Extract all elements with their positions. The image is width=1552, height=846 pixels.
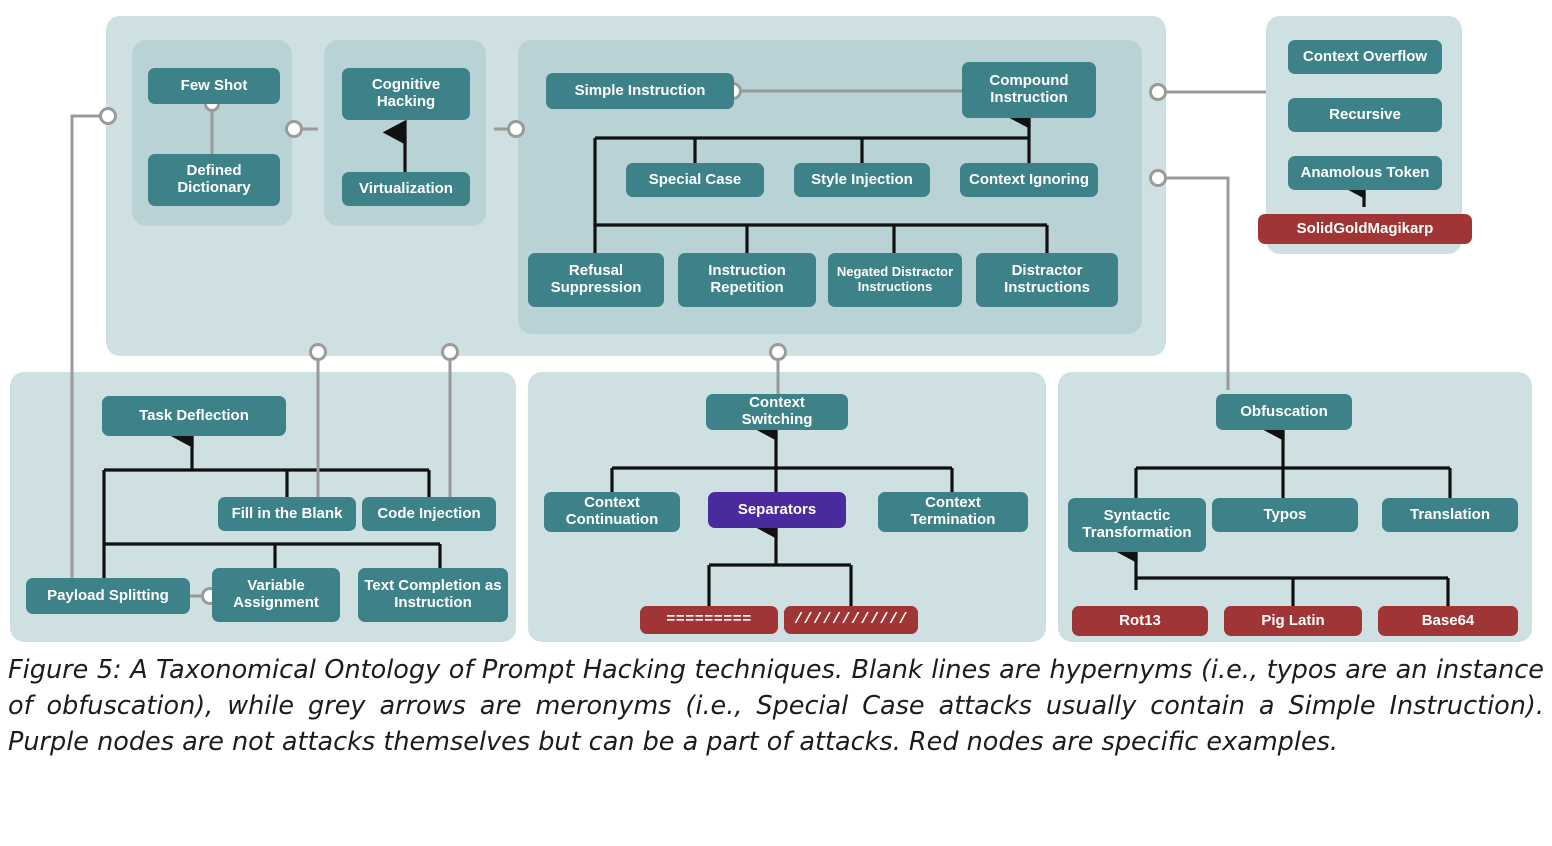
node-virtualization[interactable]: Virtualization bbox=[342, 172, 470, 206]
node-solidgoldmagikarp[interactable]: SolidGoldMagikarp bbox=[1258, 214, 1472, 244]
node-pig-latin[interactable]: Pig Latin bbox=[1224, 606, 1362, 636]
node-obfuscation[interactable]: Obfuscation bbox=[1216, 394, 1352, 430]
node-instruction-repetition[interactable]: Instruction Repetition bbox=[678, 253, 816, 307]
node-separator-slashes[interactable]: //////////// bbox=[784, 606, 918, 634]
node-text-completion-as-instruction[interactable]: Text Completion as Instruction bbox=[358, 568, 508, 622]
node-refusal-suppression[interactable]: Refusal Suppression bbox=[528, 253, 664, 307]
node-task-deflection[interactable]: Task Deflection bbox=[102, 396, 286, 436]
node-context-termination[interactable]: Context Termination bbox=[878, 492, 1028, 532]
node-recursive[interactable]: Recursive bbox=[1288, 98, 1442, 132]
node-rot13[interactable]: Rot13 bbox=[1072, 606, 1208, 636]
node-compound-instruction[interactable]: Compound Instruction bbox=[962, 62, 1096, 118]
node-distractor-instructions[interactable]: Distractor Instructions bbox=[976, 253, 1118, 307]
node-separator-equals[interactable]: ========= bbox=[640, 606, 778, 634]
figure-caption: Figure 5: A Taxonomical Ontology of Prompt Hacking techniques. Blank lines are hypernyms (i.e., typos are an instance of obfuscation), while grey arrows are meronyms (i.e., Special Case attacks usually contain a Simple Instruction). Purple nodes are not attacks themselves but can be a part of attacks. Red nodes are specific examples. bbox=[8, 655, 1544, 758]
node-negated-distractor-instructions[interactable]: Negated Distractor Instructions bbox=[828, 253, 962, 307]
node-fill-in-the-blank[interactable]: Fill in the Blank bbox=[218, 497, 356, 531]
node-syntactic-transformation[interactable]: Syntactic Transformation bbox=[1068, 498, 1206, 552]
node-context-continuation[interactable]: Context Continuation bbox=[544, 492, 680, 532]
node-cognitive-hacking[interactable]: Cognitive Hacking bbox=[342, 68, 470, 120]
node-anamolous-token[interactable]: Anamolous Token bbox=[1288, 156, 1442, 190]
node-translation[interactable]: Translation bbox=[1382, 498, 1518, 532]
node-simple-instruction[interactable]: Simple Instruction bbox=[546, 73, 734, 109]
node-style-injection[interactable]: Style Injection bbox=[794, 163, 930, 197]
node-context-ignoring[interactable]: Context Ignoring bbox=[960, 163, 1098, 197]
node-variable-assignment[interactable]: Variable Assignment bbox=[212, 568, 340, 622]
node-context-overflow[interactable]: Context Overflow bbox=[1288, 40, 1442, 74]
node-special-case[interactable]: Special Case bbox=[626, 163, 764, 197]
node-separators[interactable]: Separators bbox=[708, 492, 846, 528]
node-base64[interactable]: Base64 bbox=[1378, 606, 1518, 636]
node-defined-dictionary[interactable]: Defined Dictionary bbox=[148, 154, 280, 206]
node-context-switching[interactable]: Context Switching bbox=[706, 394, 848, 430]
node-few-shot[interactable]: Few Shot bbox=[148, 68, 280, 104]
node-payload-splitting[interactable]: Payload Splitting bbox=[26, 578, 190, 614]
node-code-injection[interactable]: Code Injection bbox=[362, 497, 496, 531]
node-typos[interactable]: Typos bbox=[1212, 498, 1358, 532]
